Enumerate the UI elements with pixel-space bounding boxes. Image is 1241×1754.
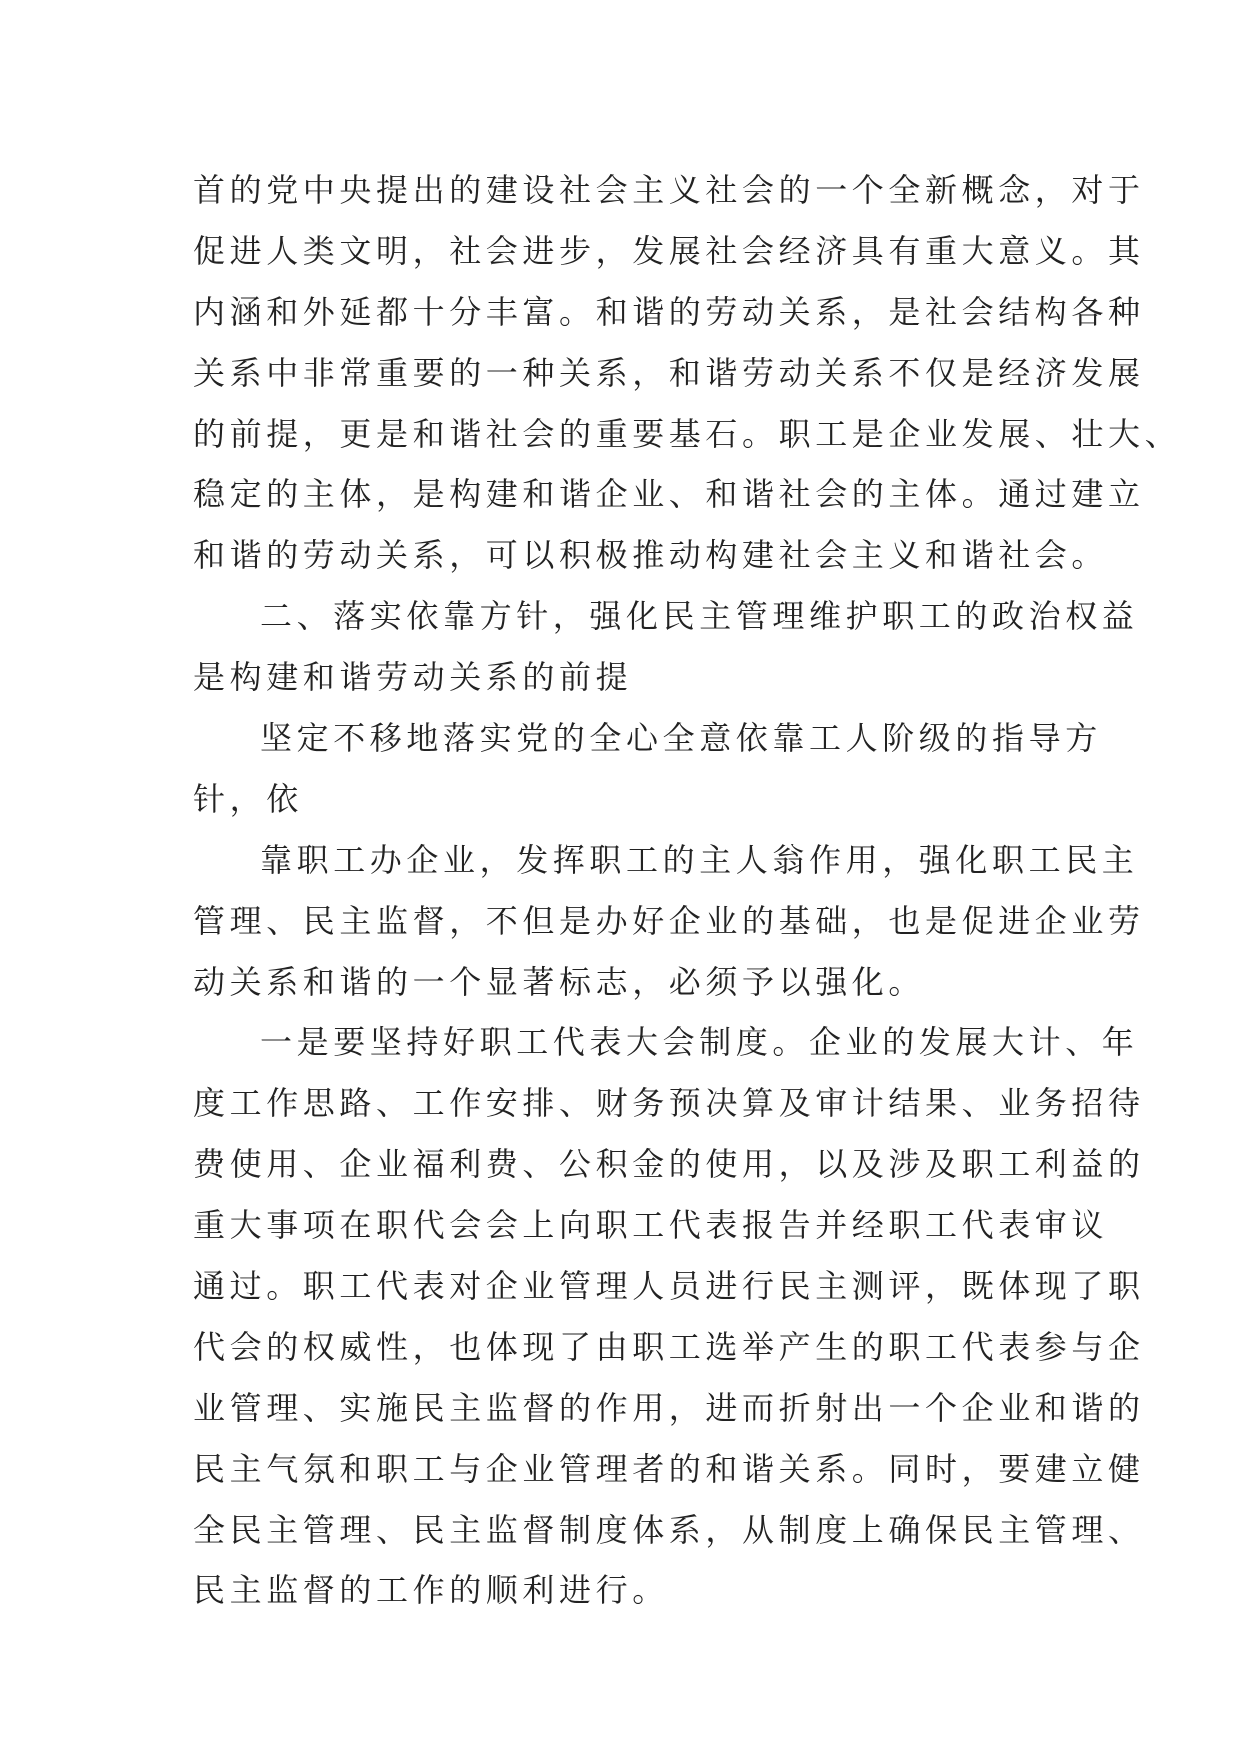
- text-line: 度工作思路、工作安排、财务预决算及审计结果、业务招待: [193, 1084, 1145, 1123]
- text-line: 首的党中央提出的建设社会主义社会的一个全新概念，对于: [193, 171, 1145, 209]
- text-line: 稳定的主体，是构建和谐企业、和谐社会的主体。通过建立: [193, 475, 1145, 514]
- text-line: 管理、民主监督，不但是办好企业的基础，也是促进企业劳: [193, 901, 1145, 940]
- text-line: 一是要坚持好职工代表大会制度。企业的发展大计、年: [260, 1023, 1139, 1062]
- text-line: 针，依: [193, 779, 303, 818]
- text-line: 民主监督的工作的顺利进行。: [193, 1571, 669, 1610]
- text-line: 通过。职工代表对企业管理人员进行民主测评，既体现了职: [193, 1267, 1145, 1306]
- text-line: 内涵和外延都十分丰富。和谐的劳动关系，是社会结构各种: [193, 292, 1145, 331]
- text-line: 关系中非常重要的一种关系，和谐劳动关系不仅是经济发展: [193, 353, 1145, 392]
- text-line: 代会的权威性，也体现了由职工选举产生的职工代表参与企: [193, 1327, 1145, 1366]
- text-line: 费使用、企业福利费、公积金的使用，以及涉及职工利益的: [193, 1145, 1145, 1184]
- text-line: 的前提，更是和谐社会的重要基石。职工是企业发展、壮大、: [193, 414, 1182, 453]
- text-line: 民主气氛和职工与企业管理者的和谐关系。同时，要建立健: [193, 1449, 1145, 1488]
- text-line: 促进人类文明，社会进步，发展社会经济具有重大意义。其: [193, 231, 1145, 270]
- text-line: 动关系和谐的一个显著标志，必须予以强化。: [193, 962, 926, 1001]
- document-body: [193, 160, 1182, 1621]
- text-line: 和谐的劳动关系，可以积极推动构建社会主义和谐社会。: [193, 536, 1109, 575]
- section-heading-line: 是构建和谐劳动关系的前提: [193, 658, 633, 697]
- text-line: 坚定不移地落实党的全心全意依靠工人阶级的指导方: [260, 719, 1102, 758]
- section-heading-line: 二、落实依靠方针，强化民主管理维护职工的政治权益: [260, 597, 1139, 636]
- text-line: 业管理、实施民主监督的作用，进而折射出一个企业和谐的: [193, 1388, 1145, 1427]
- text-line: 重大事项在职代会会上向职工代表报告并经职工代表审议: [193, 1206, 1109, 1245]
- text-line: 全民主管理、民主监督制度体系，从制度上确保民主管理、: [193, 1510, 1145, 1549]
- text-line: 靠职工办企业，发挥职工的主人翁作用，强化职工民主: [260, 840, 1139, 879]
